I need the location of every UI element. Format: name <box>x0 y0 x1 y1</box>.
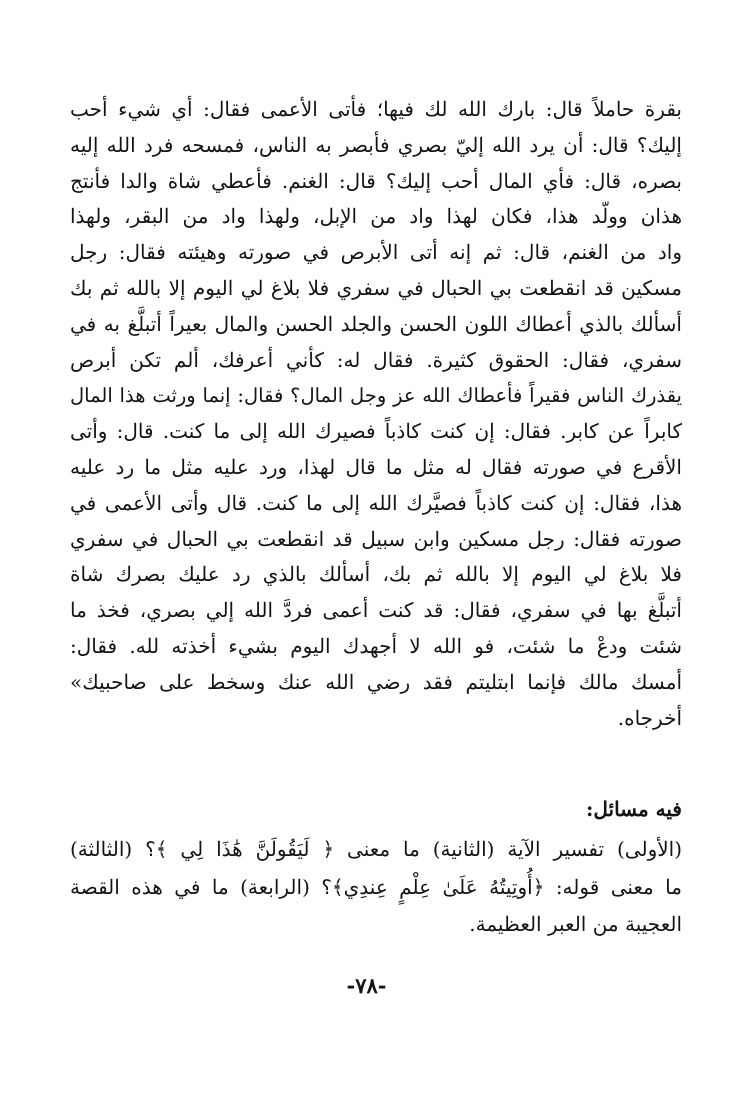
text-line: صورته فقال: رجل مسكين وابن سبيل قد انقطعت بي الحبال في سفري <box>70 526 682 551</box>
page-number: -٧٨- <box>346 973 387 998</box>
text-line: أمسك مالك فإنما ابتليتم فقد رضي الله عنك وسخط على صاحبيك» <box>70 669 682 694</box>
text-line: بصره، قال: فأي المال أحب إليك؟ قال: الغنم. فأعطي شاة والدا فأنتج <box>70 168 682 193</box>
questions-block <box>70 831 682 944</box>
question-line: ما معنى قوله: ﴿أُوتِيتُهُ عَلَىٰ عِلْمٍ عِندِي﴾؟ (الرابعة) ما في هذه القصة <box>70 874 682 899</box>
text-line: الأقرع في صورته فقال له مثل ما قال لهذا، ورد عليه مثل ما رد عليه <box>70 454 682 479</box>
text-line: واد من الغنم، قال: ثم إنه أتى الأبرص في صورته وهيئته فقال: رجل <box>70 240 682 265</box>
text-line: أسألك بالذي أعطاك اللون الحسن والجلد الحسن والمال بعيراً أتبلَّغ به في <box>70 311 682 336</box>
text-line: سفري، فقال: الحقوق كثيرة. فقال له: كأني أعرفك، ألم تكن أبرص <box>70 347 682 372</box>
text-line: أتبلَّغ بها في سفري، فقال: قد كنت أعمى فردَّ الله إلي بصري، فخذ ما <box>70 598 682 623</box>
text-line: شئت ودعْ ما شئت، فو الله لا أجهدك اليوم بشيء أخذته لله. فقال: <box>70 633 682 658</box>
text-line: هذا، فقال: إن كنت كاذباً فصيَّرك الله إلى ما كنت. قال وأتى الأعمى في <box>70 490 682 515</box>
text-line: كابراً عن كابر. فقال: إن كنت كاذباً فصيرك الله إلى ما كنت. قال: وأتى <box>70 419 682 444</box>
hadith-text-block <box>70 92 682 736</box>
text-line: مسكين قد انقطعت بي الحبال في سفري فلا بلاغ لي اليوم إلا بالله ثم بك <box>70 275 682 300</box>
question-line: (الأولى) تفسير الآية (الثانية) ما معنى ﴿ لَيَقُولَنَّ هَٰذَا لِي ﴾؟ (الثالثة) <box>70 837 682 861</box>
text-line: إليك؟ قال: أن يرد الله إليّ بصري فأبصر به الناس، فمسحه فرد الله إليه <box>70 132 682 157</box>
text-line: فلا بلاغ لي اليوم إلا بالله ثم بك، أسألك بالذي رد عليك بصرك شاة <box>70 562 682 587</box>
text-line: أخرجاه. <box>617 705 682 730</box>
question-line: العجيبة من العبر العظيمة. <box>469 912 682 936</box>
section-heading: فيه مسائل: <box>585 797 682 821</box>
text-line: هذان وولّد هذا، فكان لهذا واد من الإبل، ولهذا واد من البقر، ولهذا <box>70 204 682 229</box>
text-line: يقذرك الناس فقيراً فأعطاك الله عز وجل المال؟ فقال: إنما ورثت هذا المال <box>70 384 682 408</box>
text-line: بقرة حاملاً قال: بارك الله لك فيها؛ فأتى الأعمى فقال: أي شيء أحب <box>70 97 682 121</box>
